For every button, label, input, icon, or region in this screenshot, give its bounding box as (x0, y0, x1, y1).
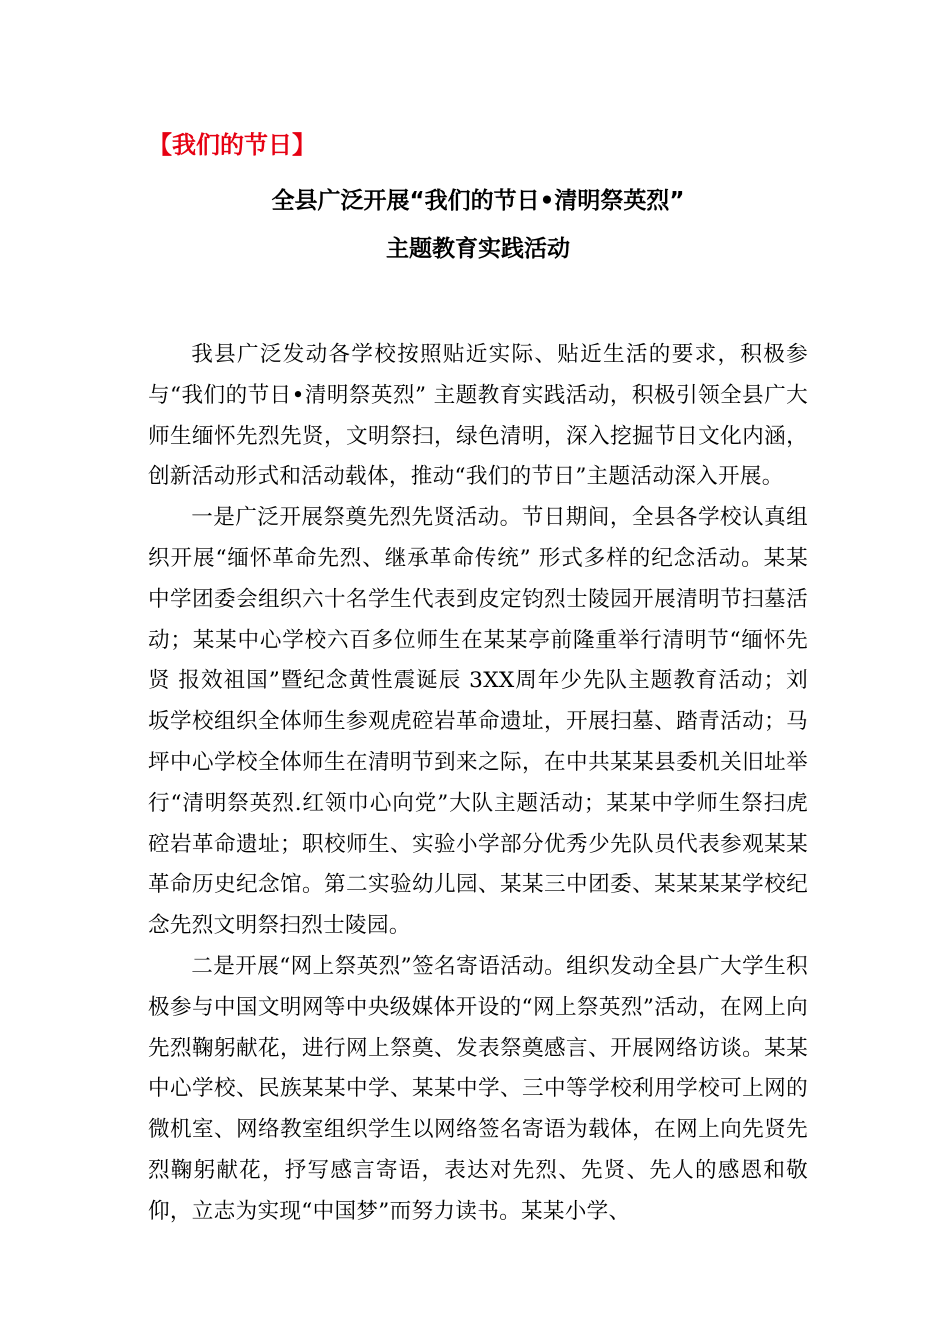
body-text (148, 335, 808, 1233)
paragraph-intro: 我县广泛发动各学校按照贴近实际、贴近生活的要求，积极参与“我们的节日•清明祭英烈” 主题教育实践活动，积极引领全县广大师生缅怀先烈先贤，文明祭扫，绿色清明，深入挖掘节日文化内涵，创新活动形式和活动载体，推动“我们的节日”主题活动深入开展。 (148, 342, 808, 490)
title-line-1: 全县广泛开展“我们的节日•清明祭英烈” (271, 188, 685, 214)
section-tag: 【我们的节日】 (148, 131, 316, 159)
document-body (148, 125, 808, 1233)
paragraph-two: 二是开展“网上祭英烈”签名寄语活动。组织发动全县广大学生积极参与中国文明网等中央级媒体开设的“网上祭英烈”活动，在网上向先烈鞠躬献花，进行网上祭奠、发表祭奠感言、开展网络访谈。某某中心学校、民族某某中学、某某中学、三中等学校利用学校可上网的微机室、网络教室组织学生以网络签名寄语为载体，在网上向先贤先烈鞠躬献花，抒写感言寄语，表达对先烈、先贤、先人的感恩和敬仰，立志为实现“中国梦”而努力读书。某某小学、 (148, 953, 808, 1224)
paragraph-one: 一是广泛开展祭奠先烈先贤活动。节日期间，全县各学校认真组织开展“缅怀革命先烈、继承革命传统” 形式多样的纪念活动。某某中学团委会组织六十名学生代表到皮定钧烈士陵园开展清明节扫墓活动；某某中心学校六百多位师生在某某亭前隆重举行清明节“缅怀先贤 报效祖国”暨纪念黄性震诞辰 3XX周年少先队主题教育活动；刘坂学校组织全体师生参观虎硿岩革命遗址，开展扫墓、踏青活动；马坪中心学校全体师生在清明节到来之际，在中共某某县委机关旧址举行“清明祭英烈.红领巾心向党”大队主题活动；某某中学师生祭扫虎硿岩革命遗址；职校师生、实验小学部分优秀少先队员代表参观某某革命历史纪念馆。第二实验幼儿园、某某三中团委、某某某某学校纪念先烈文明祭扫烈士陵园。 (148, 505, 808, 939)
title-line-2: 主题教育实践活动 (386, 236, 570, 262)
